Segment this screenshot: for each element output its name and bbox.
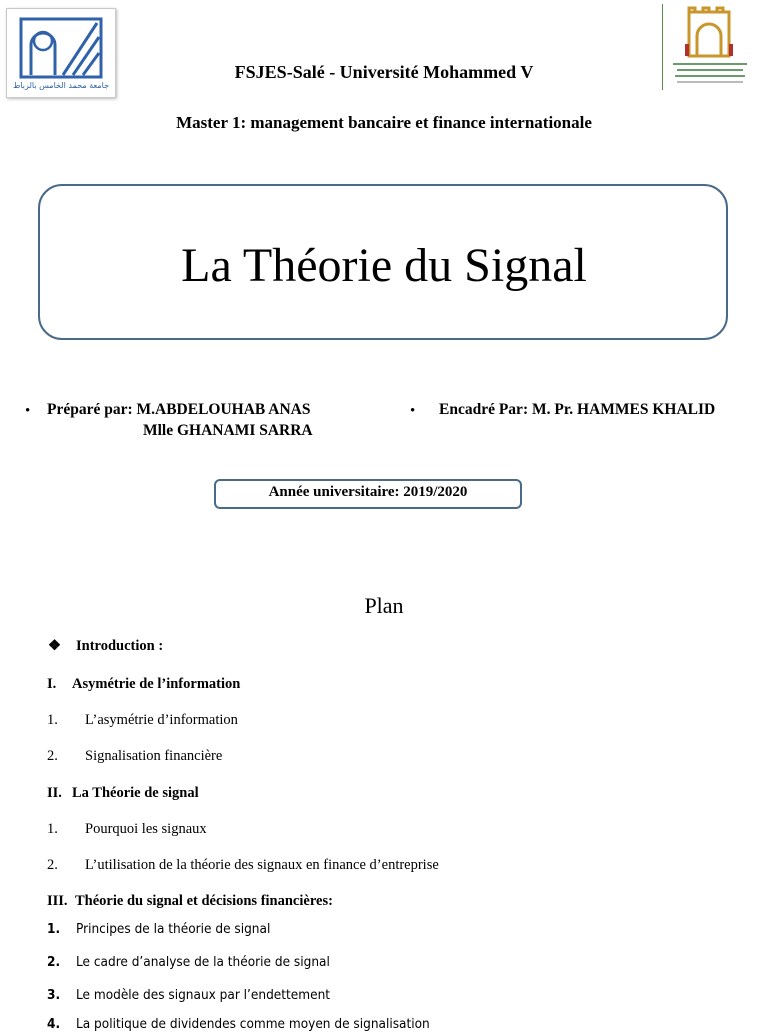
bullet-prepared: • <box>25 403 31 419</box>
plan-item-marker: ❖ <box>48 638 61 654</box>
plan-item-text: Théorie du signal et décisions financières: <box>75 893 333 909</box>
plan-item-marker: 2. <box>47 857 58 873</box>
document-title: La Théorie du Signal <box>181 239 587 292</box>
master-heading: Master 1: management bancaire et finance internationale <box>176 113 592 132</box>
bullet-supervised: • <box>410 403 416 419</box>
plan-item-marker: 3. <box>47 987 61 1003</box>
plan-item-marker: 1. <box>47 821 58 837</box>
university-logo-left <box>6 8 116 98</box>
plan-item-text: La Théorie de signal <box>72 785 199 801</box>
plan-item-text: L’utilisation de la théorie des signaux en finance d’entreprise <box>85 857 439 873</box>
plan-item-marker: II. <box>47 785 62 801</box>
supervised-by: Encadré Par: M. Pr. HAMMES KHALID <box>439 401 716 418</box>
plan-item-text: Pourquoi les signaux <box>85 821 207 837</box>
plan-item-text: Le modèle des signaux par l’endettement <box>76 987 331 1003</box>
plan-item-marker: 1. <box>47 921 61 937</box>
plan-item-text: L’asymétrie d’information <box>85 712 238 728</box>
plan-item-text: Principes de la théorie de signal <box>76 921 271 937</box>
plan-item-marker: 4. <box>47 1016 61 1032</box>
prepared-by-second: Mlle GHANAMI SARRA <box>143 422 313 439</box>
prepared-by: Préparé par: M.ABDELOUHAB ANAS <box>47 401 311 418</box>
plan-item-marker: 2. <box>47 954 61 970</box>
plan-item-text: Introduction : <box>76 638 164 654</box>
plan-item-marker: 2. <box>47 748 58 764</box>
university-heading: FSJES-Salé - Université Mohammed V <box>234 62 534 82</box>
academic-year: Année universitaire: 2019/2020 <box>268 484 468 500</box>
plan-item-text: Le cadre d’analyse de la théorie de signal <box>76 954 330 970</box>
plan-item-text: La politique de dividendes comme moyen de signalisation <box>76 1016 430 1032</box>
plan-item-marker: I. <box>47 676 57 692</box>
plan-item-marker: III. <box>47 893 68 909</box>
plan-item-text: Signalisation financière <box>85 748 223 764</box>
logo-arabic-caption: جامعة محمد الخامس بالرباط <box>12 81 110 90</box>
plan-heading: Plan <box>364 593 404 618</box>
plan-item-text: Asymétrie de l’information <box>72 676 241 692</box>
plan-item-marker: 1. <box>47 712 58 728</box>
